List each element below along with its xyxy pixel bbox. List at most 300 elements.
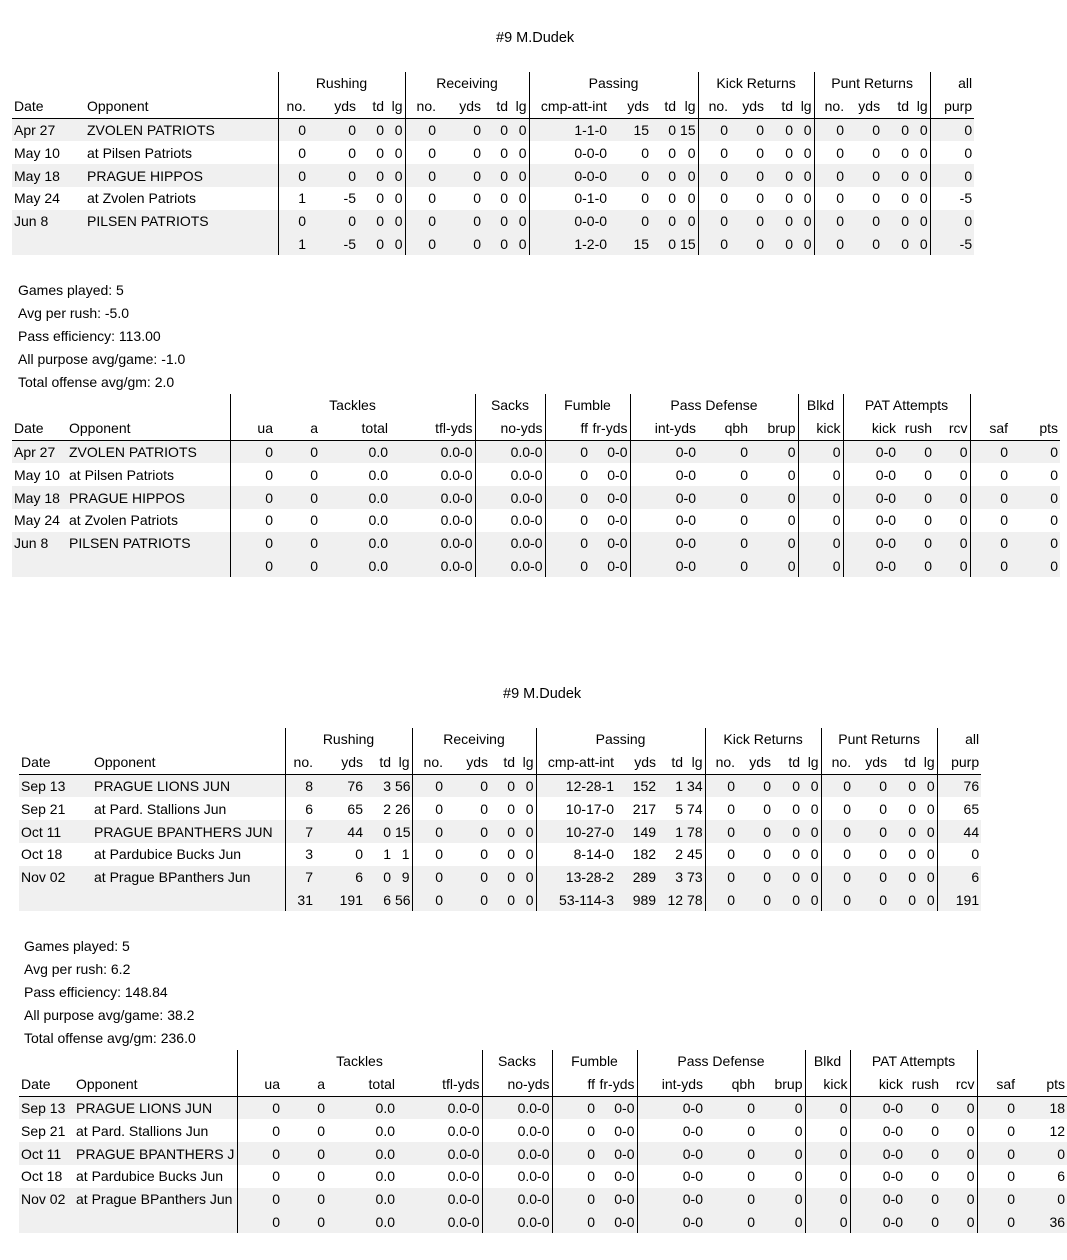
group-spacer: [970, 394, 1060, 417]
stat-cell: 0: [763, 800, 772, 817]
game-row: [19, 1188, 1067, 1211]
stat-cell: 0: [587, 1122, 595, 1139]
stat-cell: 1: [383, 846, 391, 863]
stat-cell: 0: [376, 144, 384, 161]
season-summary: [18, 279, 185, 394]
group-header-punt-returns: Punt Returns: [821, 728, 937, 751]
stat-cell: 0-0: [850, 1188, 905, 1211]
stat-cell: 0: [278, 118, 308, 141]
stat-cell: 0: [918, 843, 937, 866]
stat-cell: 1: [658, 820, 685, 843]
column-header-lg: lg: [386, 95, 405, 118]
column-header-brup: brup: [750, 417, 798, 440]
game-row: [12, 164, 974, 187]
total-cell: -5: [308, 233, 358, 256]
stat-cell: 0.0-0: [397, 1142, 482, 1165]
summary-line: Games played: 5: [24, 938, 130, 954]
stat-cell: 0: [798, 509, 843, 532]
stat-cell: 0-0: [682, 1168, 703, 1185]
stat-cell: 0: [412, 866, 445, 889]
total-cell: 0.0-0: [482, 1211, 552, 1234]
stat-cell: 0: [757, 1142, 805, 1165]
game-row: [19, 797, 981, 820]
stat-cell: 0: [651, 210, 678, 233]
stat-cell: 0: [552, 1096, 597, 1119]
stat-cell: 0: [308, 210, 358, 233]
stat-cell: 0: [230, 440, 275, 463]
stat-cell: 56: [393, 774, 412, 797]
stat-cell: 0.0: [327, 1188, 397, 1211]
stat-cell: 0: [651, 118, 678, 141]
stat-cell: 0.0-0: [482, 1119, 552, 1142]
stat-cell: 0: [510, 118, 529, 141]
stat-cell: 0: [934, 463, 970, 486]
stat-cell: 0: [750, 509, 798, 532]
stat-cell: 0-0: [590, 486, 630, 509]
stat-cell: 0: [500, 144, 508, 161]
group-header-fumble: Fumble: [552, 1050, 637, 1073]
stat-cell: 0: [766, 118, 795, 141]
stat-cell: 0: [386, 187, 405, 210]
stat-cell: 0: [802, 774, 821, 797]
stat-cell: 0: [1010, 486, 1060, 509]
season-summary: [24, 935, 196, 1050]
stat-cell: 2: [383, 800, 391, 817]
stat-cell: 0: [438, 210, 483, 233]
stat-cell: 0: [705, 1142, 757, 1165]
group-spacer: [19, 1050, 237, 1073]
stat-cell: 12: [1049, 1122, 1066, 1139]
total-label-cell: [19, 889, 92, 912]
stat-cell: 0: [930, 210, 974, 233]
stat-cell: 0-0: [843, 532, 898, 555]
stat-cell: 0.0-0: [397, 1096, 482, 1119]
column-header-yds: yds: [853, 751, 889, 774]
stat-cell: 0: [275, 440, 320, 463]
group-spacer: [12, 394, 230, 417]
stat-cell: 8-14-0: [573, 846, 615, 863]
stat-cell: 0: [941, 1142, 977, 1165]
game-opponent: at Pard. Stallions Jun: [92, 797, 285, 820]
game-opponent: ZVOLEN PATRIOTS: [67, 440, 230, 463]
defense-stats-table: [19, 1050, 1067, 1233]
total-cell: 0: [517, 889, 536, 912]
column-header-kick: kick: [805, 1073, 850, 1096]
stat-cell: 0: [730, 210, 766, 233]
stat-cell: 0: [510, 187, 529, 210]
stat-cell: 0: [970, 532, 1010, 555]
stat-cell: 0: [641, 190, 650, 207]
stat-cell: 0: [889, 866, 918, 889]
total-cell: 36: [1017, 1211, 1067, 1234]
stat-cell: 0: [792, 846, 801, 863]
game-opponent: PRAGUE LIONS JUN: [74, 1096, 237, 1119]
column-header-row: [12, 417, 1060, 440]
stat-cell: 0: [805, 1165, 850, 1188]
total-label-cell: [67, 555, 230, 578]
stat-cell: 0: [747, 1168, 755, 1185]
column-header-kick: kick: [798, 417, 843, 440]
column-header-no-: no.: [698, 95, 730, 118]
game-row: [19, 843, 981, 866]
stat-cell: 12-28-1: [536, 774, 616, 797]
stat-cell: 0: [705, 1096, 757, 1119]
stat-cell: 0-0: [875, 512, 897, 529]
game-opponent: PRAGUE HIPPOS: [67, 486, 230, 509]
stat-cell: 0: [230, 532, 275, 555]
stat-cell: 0: [365, 866, 393, 889]
game-date: Jun 8: [12, 210, 85, 233]
stat-cell: 0: [310, 466, 318, 483]
group-header-row: [19, 1050, 1067, 1073]
stat-cell: 0: [1017, 1142, 1067, 1165]
total-cell: 0-0: [597, 1211, 637, 1234]
stat-cell: 0: [1007, 1122, 1016, 1139]
game-row: [12, 509, 1060, 532]
total-cell: 0: [490, 889, 517, 912]
stat-cell: 0.0-0: [475, 440, 545, 463]
stat-cell: 0: [737, 866, 773, 889]
stat-cell: 0.0-0: [397, 1188, 482, 1211]
stat-cell: 0: [490, 866, 517, 889]
stat-cell: 0: [814, 118, 846, 141]
stat-cell: 0-1-0: [574, 190, 608, 207]
total-cell: 0: [698, 233, 730, 256]
stat-cell: 0: [930, 118, 974, 141]
stat-cell: 0: [882, 164, 911, 187]
stat-cell: 0: [552, 1142, 597, 1165]
stat-cell: 0: [853, 820, 889, 843]
column-header-yds: yds: [438, 95, 483, 118]
column-header-purp: purp: [937, 751, 981, 774]
stat-cell: 76: [315, 774, 365, 797]
stat-cell: 0: [740, 512, 748, 529]
group-header-receiving: Receiving: [412, 728, 536, 751]
game-date: May 18: [12, 164, 85, 187]
stat-cell: 65: [347, 800, 363, 817]
stat-cell: 0: [750, 463, 798, 486]
stat-cell: 0: [308, 118, 358, 141]
column-header-ua: ua: [237, 1073, 282, 1096]
total-cell: 191: [315, 889, 365, 912]
total-cell: 0: [438, 233, 483, 256]
game-opponent: at Prague BPanthers Jun: [92, 866, 285, 889]
stat-cell: 0: [901, 190, 910, 207]
column-header-kick: kick: [850, 1073, 905, 1096]
stat-cell: 0: [641, 144, 650, 161]
stat-cell: 0: [705, 820, 737, 843]
stat-cell: 0: [836, 144, 845, 161]
total-cell: 0: [853, 889, 889, 912]
stat-cell: 0: [282, 1096, 327, 1119]
group-header-pass-defense: Pass Defense: [637, 1050, 805, 1073]
column-header-a: a: [275, 417, 320, 440]
offense-stats-table: [12, 72, 974, 255]
column-header-opponent: Opponent: [92, 751, 285, 774]
column-header-no-: no.: [821, 751, 853, 774]
stat-cell: 0: [428, 144, 436, 161]
stat-cell: 0.0-0: [482, 1142, 552, 1165]
stat-cell: 0: [365, 820, 393, 843]
column-header-date: Date: [19, 1073, 74, 1096]
total-cell: 0: [730, 233, 766, 256]
stat-cell: 0: [483, 164, 510, 187]
total-cell: 0: [773, 889, 802, 912]
stat-cell: 0: [438, 118, 483, 141]
summary-line: Pass efficiency: 113.00: [18, 328, 161, 344]
stat-cell: 3: [365, 774, 393, 797]
stat-cell: 0: [435, 800, 443, 817]
stat-cell: 0.0-0: [390, 463, 475, 486]
stat-cell: 0: [977, 1188, 1017, 1211]
total-cell: 53-114-3: [536, 889, 616, 912]
group-header-blkd: Blkd: [805, 1050, 850, 1073]
total-cell: 0.0: [320, 555, 390, 578]
stat-cell: 0.0: [375, 1168, 395, 1185]
column-header-date: Date: [12, 95, 85, 118]
stat-cell: 0: [580, 466, 588, 483]
column-header-a: a: [282, 1073, 327, 1096]
stat-cell: 0: [882, 210, 911, 233]
stat-cell: 0: [821, 866, 853, 889]
summary-line: Avg per rush: -5.0: [18, 305, 130, 321]
stat-cell: 0: [317, 1168, 325, 1185]
stat-cell: 0: [898, 486, 934, 509]
stat-cell: 0: [773, 820, 802, 843]
game-date: Sep 21: [21, 1122, 66, 1139]
group-header-tackles: Tackles: [230, 394, 475, 417]
stat-cell: 0: [795, 187, 814, 210]
player-title: #9 M.Dudek: [496, 30, 575, 46]
stat-cell: 0-0: [597, 1188, 637, 1211]
stat-cell: 0-0: [590, 509, 630, 532]
stat-cell: 0: [934, 440, 970, 463]
total-cell: 0: [821, 889, 853, 912]
stat-cell: 217: [632, 800, 657, 817]
stat-cell: 0: [802, 797, 821, 820]
stat-cell: 0: [905, 1188, 941, 1211]
total-cell: 0: [970, 555, 1010, 578]
column-header-lg: lg: [678, 95, 698, 118]
column-header-no-: no.: [412, 751, 445, 774]
column-header-td: td: [766, 95, 795, 118]
game-date: Oct 18: [21, 846, 63, 863]
column-header-qbh: qbh: [705, 1073, 757, 1096]
summary-line: Total offense avg/gm: 236.0: [24, 1030, 196, 1046]
game-opponent: at Zvolen Patriots: [85, 187, 278, 210]
column-header-brup: brup: [757, 1073, 805, 1096]
total-cell: 0: [918, 889, 937, 912]
stat-cell: 0: [977, 1142, 1017, 1165]
stat-cell: 0: [730, 118, 766, 141]
stat-cell: -5: [343, 190, 356, 207]
stat-cell: 0: [1010, 532, 1060, 555]
stat-cell: 0: [445, 820, 490, 843]
stat-cell: 0: [282, 1142, 327, 1165]
stat-cell: 0: [348, 144, 356, 161]
column-header-lg: lg: [517, 751, 536, 774]
stat-cell: 0: [507, 800, 515, 817]
stat-cell: 0: [587, 1168, 595, 1185]
group-spacer: [12, 72, 278, 95]
stat-cell: 0.0-0: [482, 1165, 552, 1188]
stat-cell: 0-0-0: [529, 210, 609, 233]
stat-cell: 0-0: [850, 1096, 905, 1119]
column-header-td: td: [773, 751, 802, 774]
stat-cell: 0: [545, 486, 590, 509]
column-header-lg: lg: [685, 751, 705, 774]
stat-cell: 0: [872, 190, 881, 207]
total-cell: 0.0: [327, 1211, 397, 1234]
stat-cell: 0-0: [590, 532, 630, 555]
column-header-tfl-yds: tfl-yds: [397, 1073, 482, 1096]
stat-cell: 0.0: [375, 1122, 395, 1139]
stat-cell: 0: [1000, 512, 1009, 529]
summary-line: Pass efficiency: 148.84: [24, 984, 168, 1000]
stat-cell: 0: [737, 820, 773, 843]
stat-cell: 0: [552, 1188, 597, 1211]
stat-cell: 182: [632, 846, 657, 863]
total-label-cell: [12, 233, 85, 256]
stat-cell: 0.0: [368, 466, 388, 483]
stat-cell: 0: [705, 774, 737, 797]
stat-cell: 0: [843, 800, 852, 817]
offense-stats-table: [19, 728, 981, 911]
stat-cell: 0: [355, 846, 363, 863]
stat-cell: 0-0: [630, 486, 698, 509]
stat-cell: 0.0-0: [475, 486, 545, 509]
total-cell: 191: [937, 889, 981, 912]
stat-cell: 0: [445, 774, 490, 797]
stat-cell: 0: [386, 164, 405, 187]
column-header-saf: saf: [977, 1073, 1017, 1096]
column-header-lg: lg: [393, 751, 412, 774]
column-header-rcv: rcv: [934, 417, 970, 440]
stat-cell: 0: [517, 774, 536, 797]
stat-cell: 0: [766, 210, 795, 233]
player-title: #9 M.Dudek: [503, 686, 582, 702]
game-row: [12, 440, 1060, 463]
game-date: Oct 18: [21, 1168, 63, 1185]
stat-cell: 0: [308, 164, 358, 187]
game-row: [12, 463, 1060, 486]
column-header-no-yds: no-yds: [482, 1073, 552, 1096]
stat-cell: 0: [510, 210, 529, 233]
stat-cell: 0: [977, 1096, 1017, 1119]
stat-cell: 0: [510, 141, 529, 164]
stat-cell: 15: [393, 820, 412, 843]
stat-cell: 0.0-0: [482, 1188, 552, 1211]
game-opponent: at Prague BPanthers Jun: [74, 1188, 237, 1211]
total-cell: 0: [934, 555, 970, 578]
stat-cell: 0: [705, 866, 737, 889]
stat-cell: 0-0: [882, 1168, 904, 1185]
total-cell: 0: [698, 555, 750, 578]
stat-cell: 0.0-0: [397, 1119, 482, 1142]
game-row: [12, 210, 974, 233]
total-cell: 1: [278, 233, 308, 256]
stat-cell: 0: [483, 118, 510, 141]
total-cell: 0-0: [843, 555, 898, 578]
stat-cell: 13-28-2: [536, 866, 616, 889]
stat-cell: 0: [272, 1122, 280, 1139]
column-header-no-yds: no-yds: [475, 417, 545, 440]
column-header-yds: yds: [308, 95, 358, 118]
stat-cell: 0.0: [320, 532, 390, 555]
stat-cell: 0: [821, 820, 853, 843]
game-row: [19, 774, 981, 797]
game-opponent: PRAGUE BPANTHERS J: [74, 1142, 237, 1165]
column-header-td: td: [882, 95, 911, 118]
stat-cell: 0: [435, 846, 443, 863]
stat-cell: 0: [908, 846, 917, 863]
stat-cell: 0: [609, 164, 651, 187]
stat-cell: 0: [750, 440, 798, 463]
group-header-tackles: Tackles: [237, 1050, 482, 1073]
total-cell: 0.0-0: [390, 555, 475, 578]
column-header-ff: ff: [552, 1073, 597, 1096]
stat-cell: 73: [685, 866, 705, 889]
group-header-passing: Passing: [529, 72, 698, 95]
stat-cell: 0: [500, 190, 508, 207]
column-header-fr-yds: fr-yds: [590, 417, 630, 440]
stat-cell: 0: [678, 141, 698, 164]
total-cell: 0-0: [637, 1211, 705, 1234]
total-row: [12, 555, 1060, 578]
stat-cell: 0: [668, 144, 677, 161]
stat-cell: 0-0: [875, 466, 897, 483]
stat-cell: 0: [698, 532, 750, 555]
total-cell: 0: [545, 555, 590, 578]
total-cell: 0: [282, 1211, 327, 1234]
column-header-row: [19, 751, 981, 774]
stat-cell: 0: [747, 1122, 755, 1139]
total-cell: 0: [552, 1211, 597, 1234]
game-row: [19, 1142, 1067, 1165]
stat-cell: 0: [889, 774, 918, 797]
stat-cell: 1: [298, 190, 306, 207]
stat-cell: 0: [730, 164, 766, 187]
stat-cell: 0: [843, 846, 852, 863]
column-header-rush: rush: [905, 1073, 941, 1096]
stat-cell: 0: [930, 164, 974, 187]
stat-cell: 0: [882, 118, 911, 141]
stat-cell: 9: [393, 866, 412, 889]
stat-cell: 0: [386, 210, 405, 233]
stat-cell: 0: [237, 1188, 282, 1211]
stat-cell: 0: [483, 210, 510, 233]
total-cell: 0: [275, 555, 320, 578]
stat-cell: 0: [278, 210, 308, 233]
stat-cell: 0: [898, 440, 934, 463]
stat-cell: 0: [805, 1142, 850, 1165]
stat-cell: 0: [773, 866, 802, 889]
column-header-purp: purp: [930, 95, 974, 118]
stat-cell: 44: [315, 820, 365, 843]
total-cell: 0: [237, 1211, 282, 1234]
stat-cell: 10-17-0: [565, 800, 615, 817]
total-cell: 0: [814, 233, 846, 256]
total-cell: 0: [798, 555, 843, 578]
stat-cell: 0: [750, 486, 798, 509]
stat-cell: 0-0: [675, 466, 696, 483]
game-row: [12, 486, 1060, 509]
stat-cell: 18: [1017, 1096, 1067, 1119]
stat-cell: 0: [517, 797, 536, 820]
summary-line: Total offense avg/gm: 2.0: [18, 374, 175, 390]
column-header-tfl-yds: tfl-yds: [390, 417, 475, 440]
stat-cell: 10-27-0: [536, 820, 616, 843]
